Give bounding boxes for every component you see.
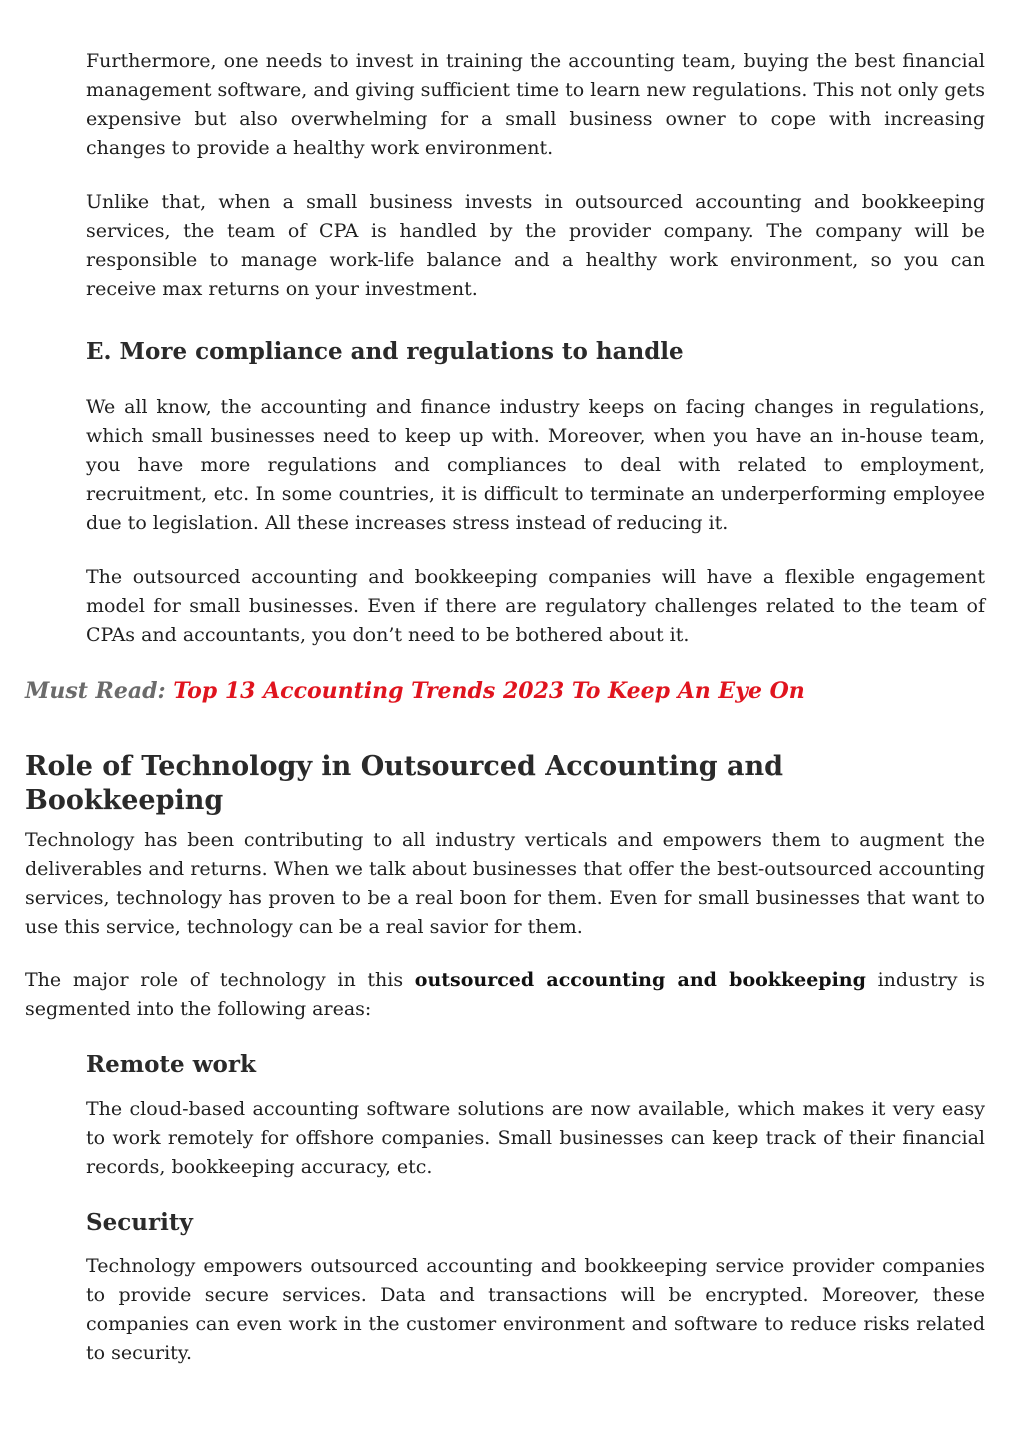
paragraph-engagement-model: The outsourced accounting and bookkeeping companies will have a flexible engagement model for small businesses. Even if there are regulatory challenges related to the team of CPAs and accountants, you don’t need to be bothered about it.	[86, 566, 985, 646]
heading-role-of-technology: Role of Technology in Outsourced Accounting and Bookkeeping	[25, 751, 784, 816]
paragraph-regulations: We all know, the accounting and finance industry keeps on facing changes in regulations, which small businesses need to keep up with. Moreover, when you have an in-house team, you have more regulations and compliances to deal with related to employment, recruitment, etc. In some countries, it is difficult to terminate an underperforming employee due to legislation. All these increases stress instead of reducing it.	[86, 396, 985, 534]
paragraph-remote-work: The cloud-based accounting software solutions are now available, which makes it very easy to work remotely for offshore companies. Small businesses can keep track of their financial records, bookkeeping accuracy, etc.	[86, 1098, 985, 1178]
paragraph-technology-areas	[25, 966, 985, 1024]
must-read-link[interactable]: Top 13 Accounting Trends 2023 To Keep An Eye On	[173, 678, 805, 704]
paragraph-training-cost: Furthermore, one needs to invest in training the accounting team, buying the best financial management software, and giving sufficient time to learn new regulations. This not only gets expensive but also overwhelming for a small business owner to cope with increasing changes to provide a healthy work environment.	[86, 50, 985, 159]
heading-compliance: E. More compliance and regulations to handle	[86, 338, 684, 365]
areas-text-after: industry is segmented into the following areas:	[25, 969, 986, 1020]
paragraph-security: Technology empowers outsourced accounting and bookkeeping service provider companies to provide secure services. Data and transactions will be encrypted. Moreover, these companies can even work in the customer environment and software to reduce risks related to security.	[86, 1255, 985, 1364]
paragraph-outsourced-team: Unlike that, when a small business invests in outsourced accounting and bookkeeping services, the team of CPA is handled by the provider company. The company will be responsible to manage work-life balance and a healthy work environment, so you can receive max returns on your investment.	[86, 191, 985, 300]
paragraph-technology-intro: Technology has been contributing to all industry verticals and empowers them to augment the deliverables and returns. When we talk about businesses that offer the best-outsourced accounting services, technology has proven to be a real boon for them. Even for small businesses that want to use this service, technology can be a real savior for them.	[25, 829, 985, 938]
must-read-label: Must Read:	[25, 678, 166, 704]
areas-text-before: The major role of technology in this	[25, 969, 415, 991]
must-read-callout	[25, 676, 985, 706]
heading-remote-work: Remote work	[86, 1051, 256, 1078]
areas-bold-phrase: outsourced accounting and bookkeeping	[414, 969, 866, 991]
heading-security: Security	[86, 1209, 193, 1236]
